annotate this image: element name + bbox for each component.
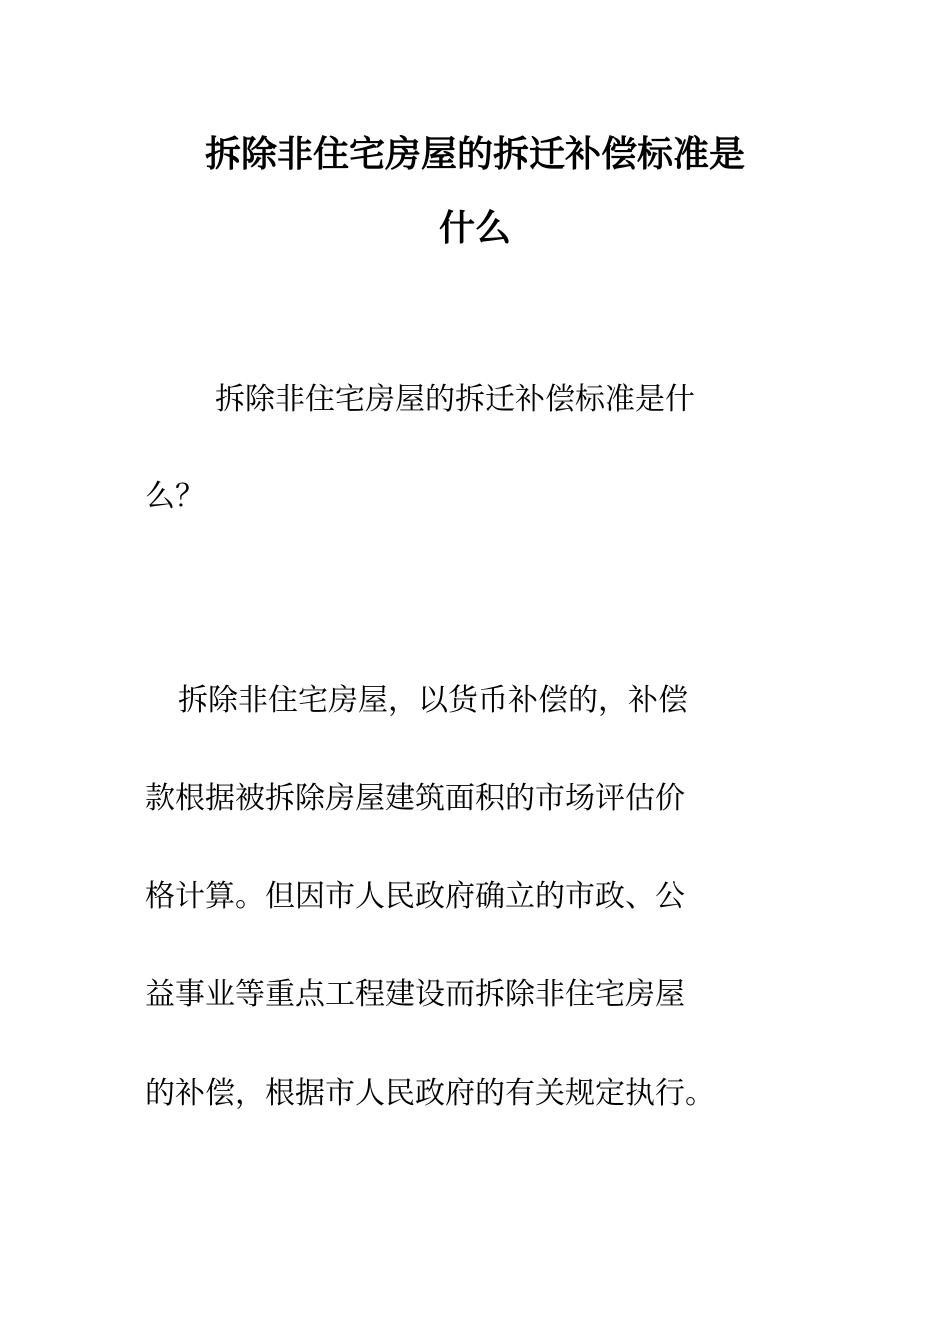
question-line-2: 么？	[145, 479, 205, 514]
body-line-5: 的补偿，根据市人民政府的有关规定执行。	[145, 1076, 715, 1111]
question-line-1: 拆除非住宅房屋的拆迁补偿标准是什	[215, 382, 695, 417]
body-line-2: 款根据被拆除房屋建筑面积的市场评估价	[145, 781, 685, 816]
body-line-4: 益事业等重点工程建设而拆除非住宅房屋	[145, 977, 685, 1012]
body-line-1: 拆除非住宅房屋，以货币补偿的，补偿	[178, 683, 688, 718]
document-title-line-1: 拆除非住宅房屋的拆迁补偿标准是	[204, 133, 745, 175]
document-title-line-2: 什么	[438, 207, 511, 249]
body-line-3: 格计算。但因市人民政府确立的市政、公	[145, 879, 685, 914]
